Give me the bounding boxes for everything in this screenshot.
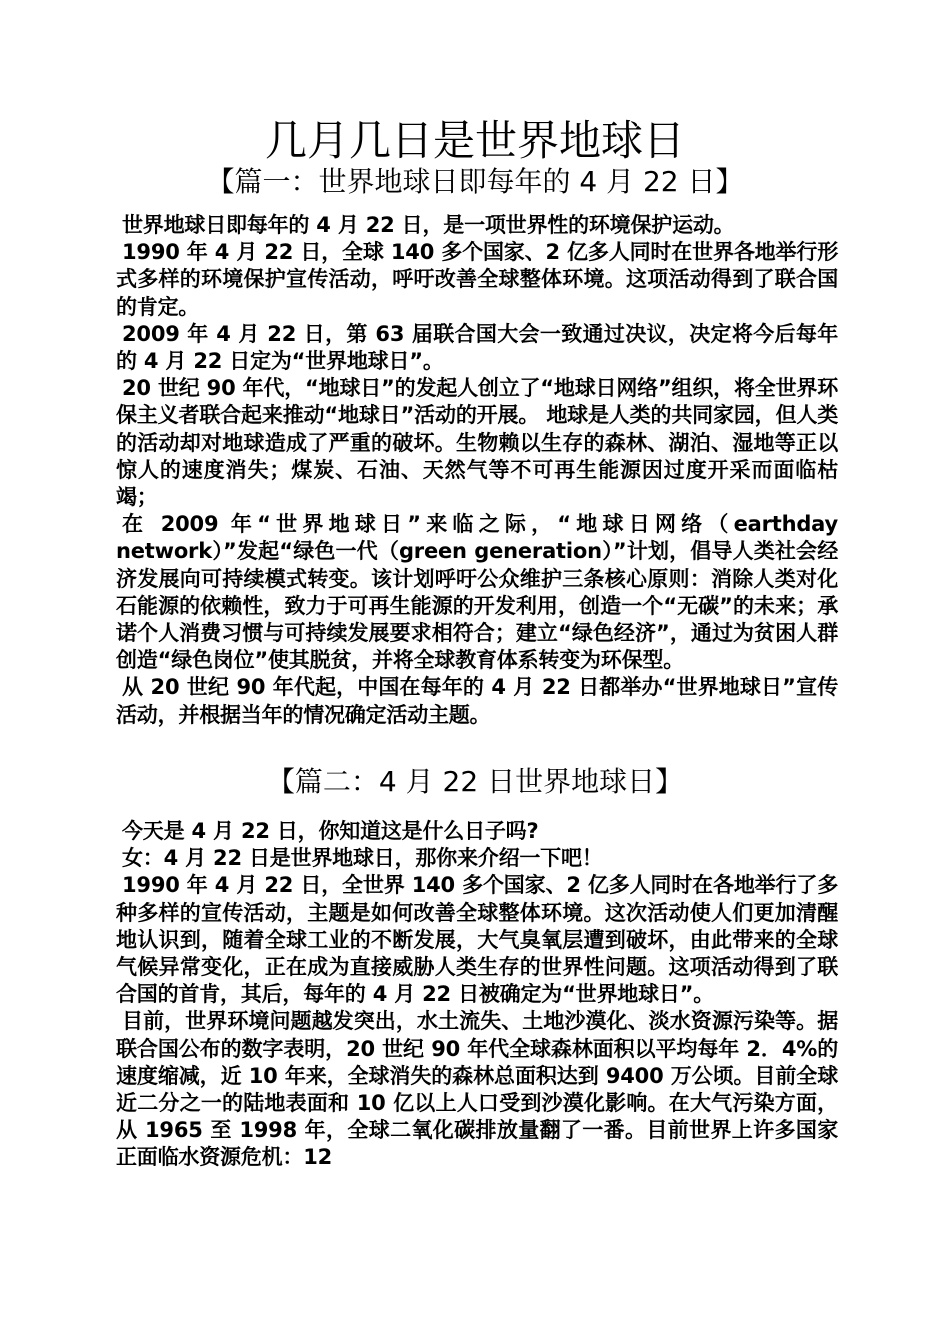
paragraph: 今天是 4 月 22 日，你知道这是什么日子吗? [122, 819, 539, 843]
section-1-body [116, 212, 838, 729]
paragraph: 2009 年 4 月 22 日，第 63 届联合国大会一致通过决议，决定将今后每年的 4 月 22 日定为“世界地球日”。 [116, 321, 838, 374]
paragraph: 20 世纪 90 年代，“地球日”的发起人创立了“地球日网络”组织，将全世界环保主义者联合起来推动“地球日”活动的开展。 地球是人类的共同家园，但人类的活动却对地球造成了严重的破坏。生物赖以生存的森林、湖泊、湿地等正以惊人的速度消失；煤炭、石油、天然气等不可再生能源因过度开采而面临枯竭； [116, 376, 838, 510]
paragraph: 女：4 月 22 日是世界地球日，那你来介绍一下吧！ [122, 846, 603, 871]
paragraph: 从 20 世纪 90 年代起，中国在每年的 4 月 22 日都举办“世界地球日”宣传活动，并根据当年的情况确定活动主题。 [116, 675, 838, 727]
section-2-body [116, 818, 838, 1172]
section-1-heading: 【篇一：世界地球日即每年的 4 月 22 日】 [206, 165, 744, 198]
document-title: 几月几日是世界地球日 [264, 116, 685, 165]
paragraph: 世界地球日即每年的 4 月 22 日，是一项世界性的环境保护运动。 [122, 213, 735, 237]
section-2-heading: 【篇二：4 月 22 日世界地球日】 [266, 765, 684, 798]
paragraph: 1990 年 4 月 22 日，全世界 140 多个国家、2 亿多人同时在各地举行了多种多样的宣传活动，主题是如何改善全球整体环境。这次活动使人们更加清醒地认识到，随着全球工业的不断发展，大气臭氧层遭到破坏，由此带来的全球气候异常变化，正在成为直接威胁人类生存的世界性问题。这项活动得到了联合国的首肯，其后，每年的 4 月 22 日被确定为“世界地球日”。 [116, 873, 838, 1007]
paragraph: 目前，世界环境问题越发突出，水土流失、土地沙漠化、淡水资源污染等。据联合国公布的数字表明，20 世纪 90 年代全球森林面积以平均每年 2．4%的速度缩减，近 10 年来，全球消失的森林总面积达到 9400 万公顷。目前全球近二分之一的陆地表面和 10 亿以上人口受到沙漠化影响。在大气污染方面，从 1965 至 1998 年，全球二氧化碳排放量翻了一番。目前世界上许多国家正面临水资源危机：12 [116, 1009, 838, 1170]
paragraph: 1990 年 4 月 22 日，全球 140 多个国家、2 亿多人同时在世界各地举行形式多样的环境保护宣传活动，呼吁改善全球整体环境。这项活动得到了联合国的肯定。 [116, 240, 838, 319]
paragraph: 在 2009 年“世界地球日”来临之际，“地球日网络（earthday network）”发起“绿色一代（green generation）”计划，倡导人类社会经济发展向可持续模式转变。该计划呼吁公众维护三条核心原则：消除人类对化石能源的依赖性，致力于可再生能源的开发利用，创造一个“无碳”的未来；承诺个人消费习惯与可持续发展要求相符合；建立“绿色经济”，通过为贫困人群创造“绿色岗位”使其脱贫，并将全球教育体系转变为环保型。 [116, 512, 838, 673]
